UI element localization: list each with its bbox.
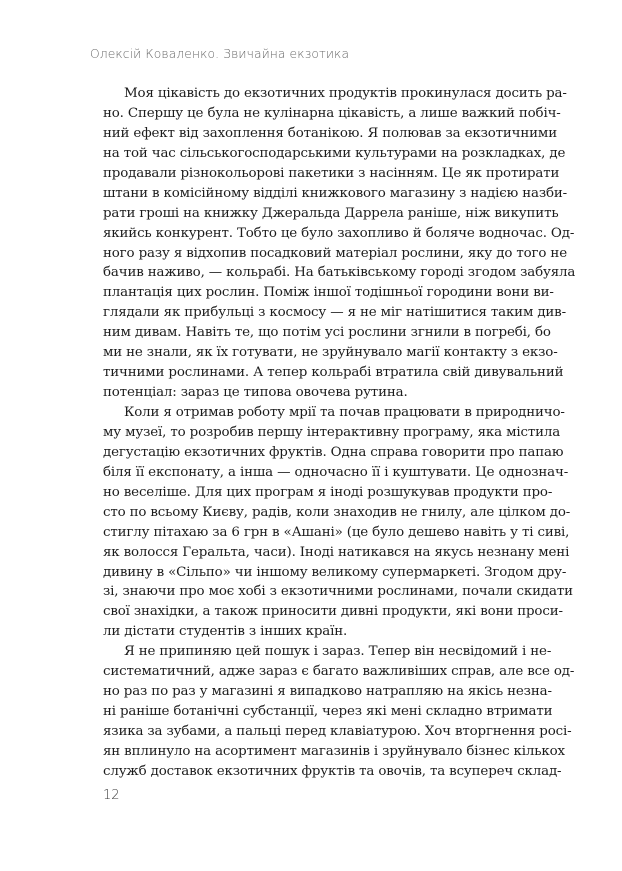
text-line: ми не знали, як їх готувати, не зруйнувало магії контакту з екзо- <box>103 345 558 361</box>
text-line: стиглу пітахаю за 6 грн в «Ашані» (це було дешево навіть у ті сиві, <box>103 524 570 540</box>
text-line: на той час сільськогосподарськими культурами на розкладках, де <box>103 145 566 161</box>
text-line: но раз по раз у магазині я випадково натрапляю на якісь незна- <box>103 684 552 700</box>
text-line: ні раніше ботанічні субстанції, через які мені складно втримати <box>103 704 553 720</box>
text-line: як волосся Геральта, часи). Іноді натикався на якусь незнану мені <box>103 544 570 560</box>
text-line: Я не припиняю цей пошук і зараз. Тепер він несвідомий і не- <box>124 644 552 660</box>
text-line: сто по всьому Києву, радів, коли знаходив не гнилу, але цілком до- <box>103 504 571 520</box>
text-line: ним дивам. Навіть те, що потім усі рослини згнили в погребі, бо <box>103 325 551 341</box>
text-line: штани в комісійному відділі книжкового магазину з надією назби- <box>103 185 568 201</box>
text-line: свої знахідки, а також приносити дивні продукти, які вони проси- <box>103 604 563 620</box>
text-line: тичними рослинами. А тепер кольрабі втратила свій дивувальний <box>103 365 564 381</box>
text-line: рати гроші на книжку Джеральда Даррела раніше, ніж викупить <box>103 205 559 221</box>
text-line: дегустацію екзотичних фруктів. Одна справа говорити про папаю <box>103 444 564 460</box>
text-line: дивину в «Сільпо» чи іншому великому супермаркеті. Згодом дру- <box>103 564 567 580</box>
paragraph <box>103 403 573 642</box>
text-line: продавали різнокольорові пакетики з насінням. Це як протирати <box>103 165 560 181</box>
text-line: но веселіше. Для цих програм я іноді розшукував продукти про- <box>103 484 553 500</box>
text-line: но. Спершу це була не кулінарна цікавість, а лише важкий побіч- <box>103 105 561 121</box>
text-line: бачив наживо, — кольрабі. На батьківському городі згодом забуяла <box>103 265 576 281</box>
text-line: ного разу я відхопив посадковий матеріал рослини, яку до того не <box>103 245 567 261</box>
running-head: Олексій Коваленко. Звичайна екзотика <box>90 47 350 61</box>
text-line: зі, знаючи про моє хобі з екзотичними рослинами, почали скидати <box>103 584 573 600</box>
body-text <box>103 84 576 782</box>
text-line: біля її експонату, а інша — одночасно її і куштувати. Це однознач- <box>103 464 569 480</box>
text-line: му музеї, то розробив першу інтерактивну програму, яка містила <box>103 424 561 440</box>
text-line: язика за зубами, а пальці перед клавіатурою. Хоч вторгнення росі- <box>103 724 572 739</box>
text-line: ли дістати студентів з інших країн. <box>103 624 348 640</box>
text-line: служб доставок екзотичних фруктів та овочів, та всупереч склад- <box>103 763 562 779</box>
text-line: систематичний, адже зараз є багато важливіших справ, але все од- <box>103 664 575 680</box>
text-line: якийсь конкурент. Тобто це було захопливо й боляче водночас. Од- <box>103 225 575 241</box>
text-line: потенціал: зараз це типова овочева рутина. <box>103 385 408 401</box>
text-line: Коли я отримав роботу мрії та почав працювати в природничо- <box>124 405 565 420</box>
text-line: Моя цікавість до екзотичних продуктів прокинулася досить ра- <box>124 86 567 101</box>
text-line: ян вплинуло на асортимент магазинів і зруйнувало бізнес кількох <box>103 743 565 759</box>
paragraph <box>103 84 576 403</box>
text-line: глядали як прибульці з космосу — я не міг натішитися таким див- <box>103 305 566 321</box>
paragraph <box>103 642 575 782</box>
text-line: плантація цих рослин. Поміж іншої тодішньої городини вони ви- <box>103 285 554 301</box>
page-number: 12 <box>103 788 120 803</box>
text-line: ний ефект від захоплення ботанікою. Я полював за екзотичними <box>103 125 557 141</box>
